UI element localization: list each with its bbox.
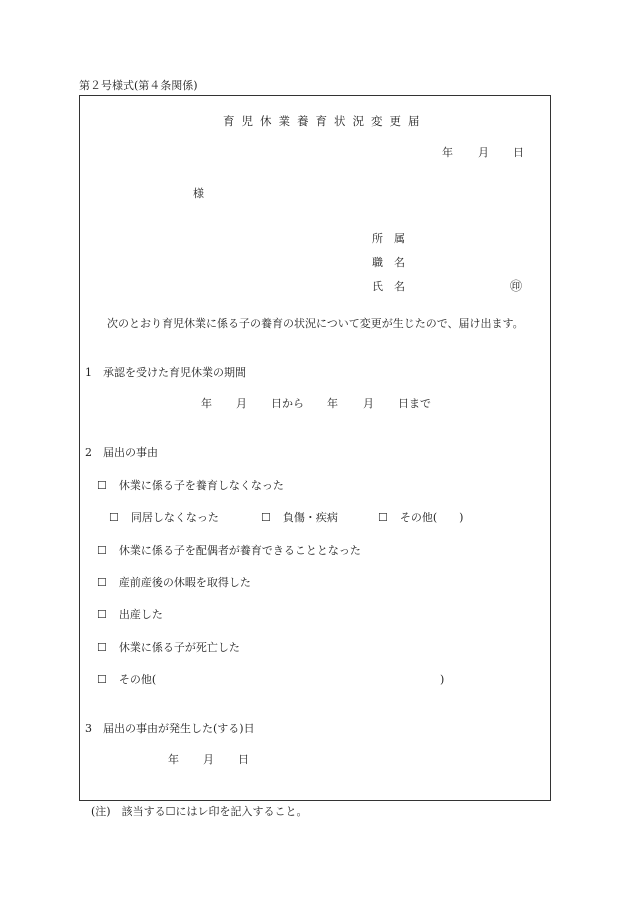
- position-label: 職 名: [372, 256, 405, 269]
- addressee-honorific: 様: [193, 187, 204, 200]
- affiliation-label: 所 属: [372, 232, 405, 245]
- checkbox[interactable]: ☐: [97, 608, 107, 621]
- sub-reason-label: 同居しなくなった: [130, 511, 219, 524]
- sub-reason-label: 負傷・疾病: [282, 511, 338, 524]
- checkbox[interactable]: ☐: [97, 641, 107, 654]
- checkbox[interactable]: ☐: [109, 511, 119, 524]
- period-day-2: 日まで: [398, 397, 431, 410]
- checkbox[interactable]: ☐: [97, 479, 107, 492]
- occurrence-year: 年: [168, 753, 179, 766]
- reason-item[interactable]: [97, 480, 284, 491]
- seal-mark: ㊞: [510, 279, 523, 293]
- reason-label: 休業に係る子を配偶者が養育できることとなった: [118, 544, 361, 557]
- checkbox[interactable]: ☐: [97, 576, 107, 589]
- footnote: (注) 該当する☐にはレ印を記入すること。: [91, 805, 308, 818]
- period-year-2: 年: [327, 397, 338, 410]
- reason-item[interactable]: [97, 577, 251, 588]
- date-year-label: 年: [442, 146, 453, 159]
- reason-item[interactable]: [97, 609, 163, 620]
- checkbox[interactable]: ☐: [261, 511, 271, 524]
- reason-item[interactable]: [97, 545, 361, 556]
- reason-item[interactable]: [97, 642, 240, 653]
- reason-label: 産前産後の休暇を取得した: [118, 576, 251, 589]
- period-year-1: 年: [201, 397, 212, 410]
- other-label: その他(: [118, 673, 157, 686]
- reason-label: 休業に係る子を養育しなくなった: [118, 479, 284, 492]
- reason-label: 休業に係る子が死亡した: [118, 641, 240, 654]
- other-close-paren: ): [440, 673, 445, 686]
- date-month-label: 月: [478, 146, 489, 159]
- sub-reason-label: その他( ): [399, 511, 464, 524]
- period-day-1: 日から: [271, 397, 304, 410]
- period-month-2: 月: [363, 397, 374, 410]
- sub-reason-item[interactable]: [378, 512, 463, 523]
- sub-reason-item[interactable]: [109, 512, 219, 523]
- date-day-label: 日: [513, 146, 524, 159]
- occurrence-month: 月: [203, 753, 214, 766]
- form-title: 育児休業養育状況変更届: [223, 114, 427, 128]
- occurrence-day: 日: [238, 753, 249, 766]
- checkbox[interactable]: ☐: [378, 511, 388, 524]
- sub-reason-item[interactable]: [261, 512, 338, 523]
- section3-heading: 3 届出の事由が発生した(する)日: [85, 722, 255, 735]
- checkbox[interactable]: ☐: [97, 544, 107, 557]
- section2-heading: 2 届出の事由: [85, 446, 158, 459]
- name-label: 氏 名: [372, 280, 405, 293]
- reason-item-other[interactable]: [97, 674, 156, 685]
- intro-text: 次のとおり育児休業に係る子の養育の状況について変更が生じたので、届け出ます。: [107, 317, 524, 330]
- section1-heading: 1 承認を受けた育児休業の期間: [85, 366, 246, 379]
- reason-label: 出産した: [118, 608, 163, 621]
- checkbox[interactable]: ☐: [97, 673, 107, 686]
- form-number: 第２号様式(第４条関係): [79, 79, 198, 92]
- period-month-1: 月: [236, 397, 247, 410]
